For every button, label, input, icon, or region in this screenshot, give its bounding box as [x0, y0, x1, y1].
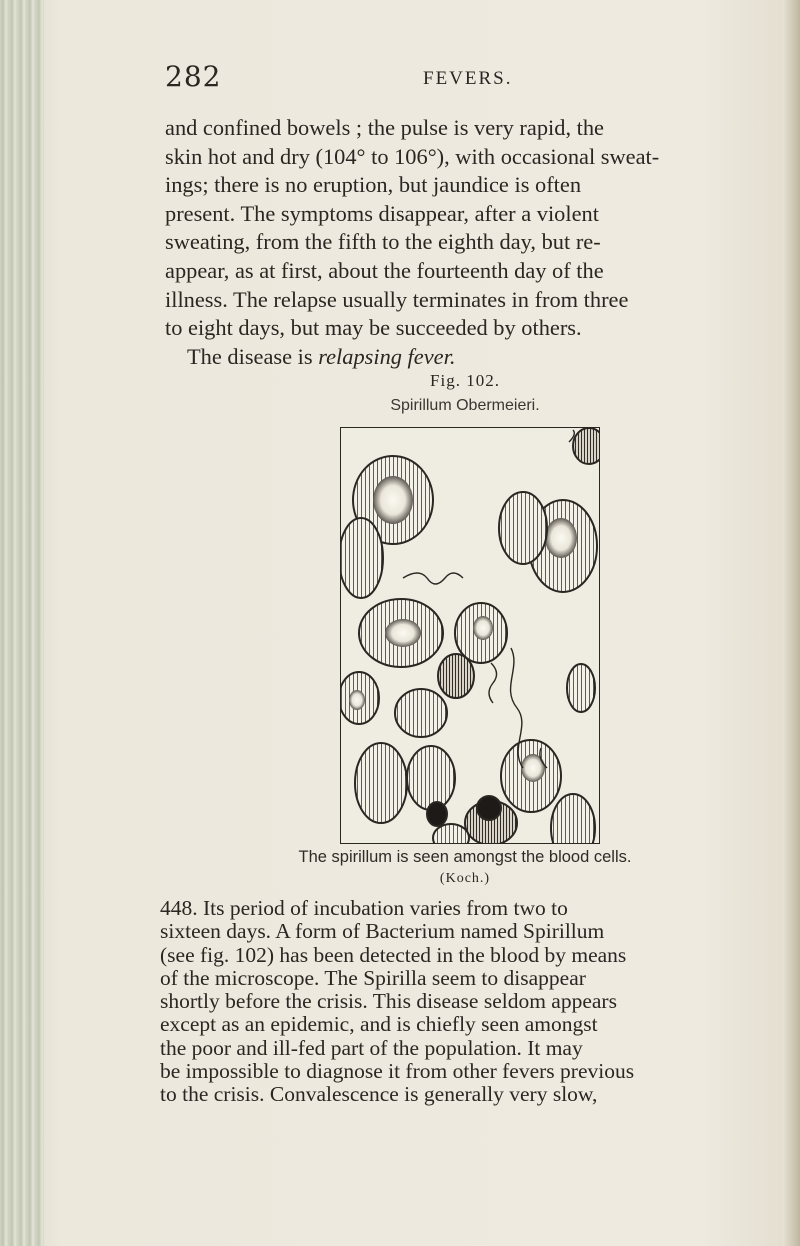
- figure-label: Fig. 102.: [430, 371, 500, 390]
- chapter-title: FEVERS.: [423, 68, 513, 89]
- text-line: shortly before the crisis. This disease seldom appears: [160, 989, 617, 1014]
- text-line: sweating, from the fifth to the eighth day, but re-: [165, 229, 601, 255]
- text-line: ings; there is no eruption, but jaundice is often: [165, 172, 582, 198]
- text-line: 448. Its period of incubation varies from two to: [160, 896, 568, 920]
- text-line: skin hot and dry (104° to 106°), with occasional sweat-: [165, 143, 660, 169]
- text-line: (see fig. 102) has been detected in the blood by means: [160, 942, 627, 967]
- figure-description: The spirillum is seen amongst the blood cells.: [298, 848, 632, 866]
- running-head: [165, 60, 745, 100]
- page-number: 282: [165, 60, 222, 93]
- text-line: and confined bowels ; the pulse is very rapid, the: [165, 115, 604, 140]
- text-line-final: [165, 343, 765, 372]
- paragraph-1: [165, 114, 765, 371]
- text-line: to the crisis. Convalescence is generally very slow,: [160, 1082, 598, 1107]
- book-binding-edge: [0, 0, 44, 1246]
- paragraph-2: [160, 897, 772, 1107]
- text-line: be impossible to diagnose it from other fevers previous: [160, 1059, 635, 1084]
- text-line: to eight days, but may be succeeded by others.: [165, 315, 582, 341]
- blood-cells-drawing: [341, 428, 599, 843]
- figure-illustration: [340, 427, 600, 844]
- figure-source: (Koch.): [439, 871, 491, 886]
- text-line: appear, as at first, about the fourteenth day of the: [165, 257, 604, 283]
- emphasis-term: relapsing fever.: [318, 343, 456, 369]
- text-line: the poor and ill-fed part of the population. It may: [160, 1035, 583, 1060]
- figure-title: Spirillum Obermeieri.: [390, 397, 540, 414]
- page-edge-shadow: [782, 0, 800, 1246]
- text-line: present. The symptoms disappear, after a violent: [165, 200, 599, 226]
- text-line: illness. The relapse usually terminates in from three: [165, 286, 629, 312]
- text-prefix: The disease is: [187, 343, 319, 369]
- text-line: of the microscope. The Spirilla seem to disappear: [160, 965, 586, 990]
- text-line: except as an epidemic, and is chiefly seen amongst: [160, 1012, 598, 1037]
- blood-cells: [341, 428, 599, 843]
- text-line: sixteen days. A form of Bacterium named Spirillum: [160, 919, 605, 944]
